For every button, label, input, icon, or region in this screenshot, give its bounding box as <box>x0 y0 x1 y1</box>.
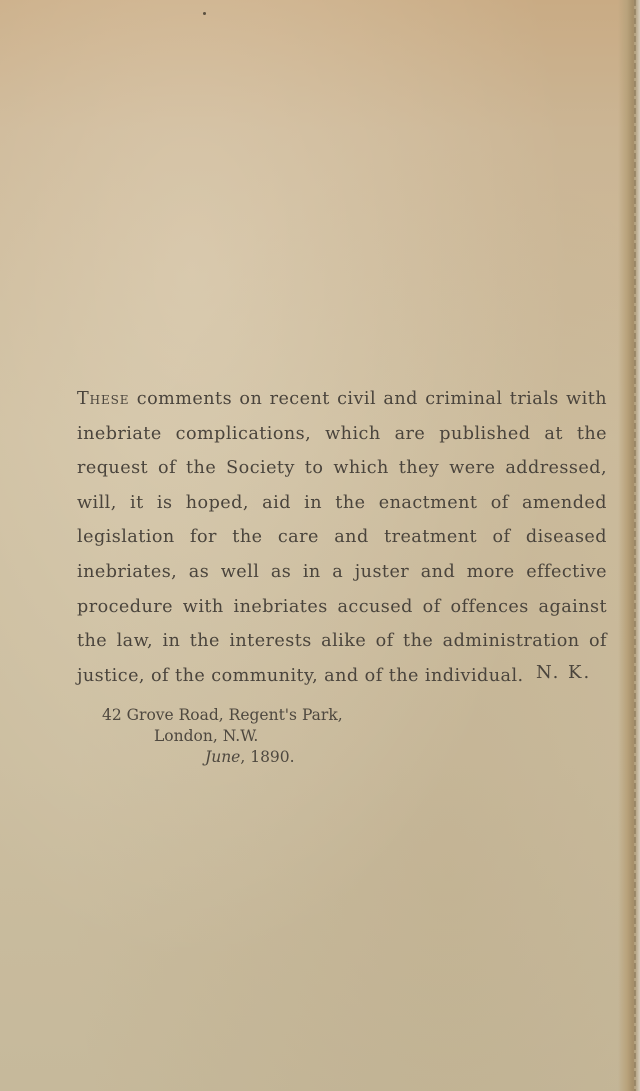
page-edge-shadow <box>618 0 640 1091</box>
preface-lead-word: These <box>77 389 130 409</box>
preface-paragraph <box>77 382 607 693</box>
author-initials: N. K. <box>536 662 592 683</box>
address-city: London, N.W. <box>154 727 259 745</box>
address-date <box>102 747 343 768</box>
address-year: , 1890. <box>240 748 295 766</box>
author-address <box>102 705 343 768</box>
preface-body: comments on recent civil and criminal trials with inebriate complications, which are published at the request of the Society to which they were addressed, will, it is hoped, aid in the enactment of amended legislation for the care and treatment of diseased inebriates, as well as in a juster and more effective procedure with inebriates accused of offences against the law, in the interests alike of the administration of justice, of the community, and of the individual. <box>77 389 607 686</box>
binding-edge <box>634 0 636 1091</box>
address-street: 42 Grove Road, Regent's Park, <box>102 706 343 724</box>
ink-speck <box>203 12 206 15</box>
address-month: June <box>205 748 241 766</box>
